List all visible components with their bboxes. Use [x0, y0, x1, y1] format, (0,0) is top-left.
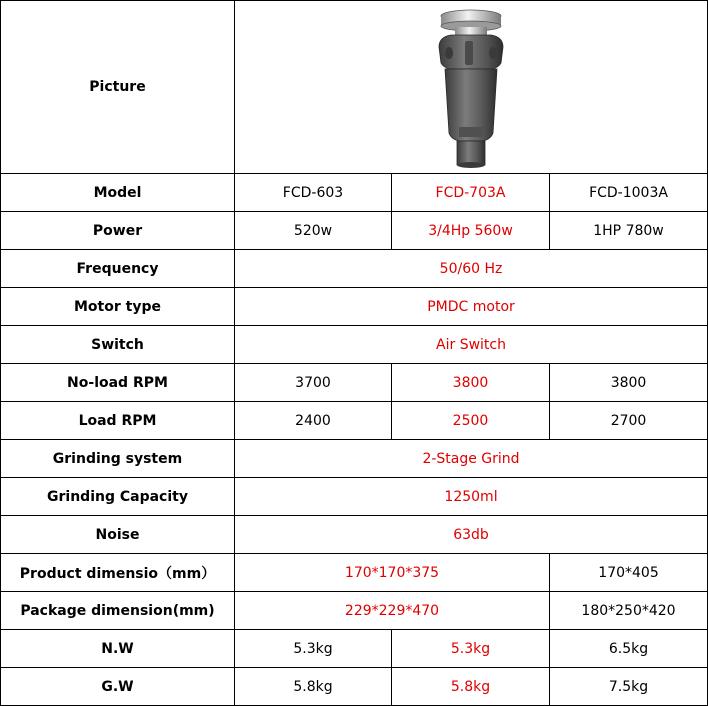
- picture-row: [1, 1, 708, 174]
- noload-rpm-b: 3800: [392, 364, 550, 402]
- row-product-dimension: [1, 554, 708, 592]
- row-noload-rpm: [1, 364, 708, 402]
- row-motor-type: [1, 288, 708, 326]
- power-a: 520w: [235, 212, 392, 250]
- product-image-cell: [235, 1, 708, 174]
- row-model: [1, 174, 708, 212]
- gw-c: 7.5kg: [550, 668, 708, 706]
- row-grinding-capacity: [1, 478, 708, 516]
- noise-label: Noise: [1, 516, 235, 554]
- grinding-system-value: 2-Stage Grind: [235, 440, 708, 478]
- load-rpm-label: Load RPM: [1, 402, 235, 440]
- noload-rpm-label: No-load RPM: [1, 364, 235, 402]
- nw-label: N.W: [1, 630, 235, 668]
- noise-value: 63db: [235, 516, 708, 554]
- nw-a: 5.3kg: [235, 630, 392, 668]
- package-dimension-label: Package dimension(mm): [1, 592, 235, 630]
- gw-a: 5.8kg: [235, 668, 392, 706]
- frequency-value: 50/60 Hz: [235, 250, 708, 288]
- motor-type-label: Motor type: [1, 288, 235, 326]
- grinding-system-label: Grinding system: [1, 440, 235, 478]
- package-dimension-ab: 229*229*470: [235, 592, 550, 630]
- row-grinding-system: [1, 440, 708, 478]
- motor-type-value: PMDC motor: [235, 288, 708, 326]
- model-c: FCD-1003A: [550, 174, 708, 212]
- model-b: FCD-703A: [392, 174, 550, 212]
- row-package-dimension: [1, 592, 708, 630]
- picture-label: Picture: [1, 1, 235, 174]
- food-waste-disposer-icon: [411, 3, 531, 171]
- gw-label: G.W: [1, 668, 235, 706]
- gw-b: 5.8kg: [392, 668, 550, 706]
- power-c: 1HP 780w: [550, 212, 708, 250]
- row-frequency: [1, 250, 708, 288]
- grinding-capacity-label: Grinding Capacity: [1, 478, 235, 516]
- package-dimension-c: 180*250*420: [550, 592, 708, 630]
- power-label: Power: [1, 212, 235, 250]
- product-dimension-ab: 170*170*375: [235, 554, 550, 592]
- nw-b: 5.3kg: [392, 630, 550, 668]
- noload-rpm-a: 3700: [235, 364, 392, 402]
- product-dimension-label: Product dimensio（mm）: [1, 554, 235, 592]
- model-label: Model: [1, 174, 235, 212]
- row-gw: [1, 668, 708, 706]
- nw-c: 6.5kg: [550, 630, 708, 668]
- switch-value: Air Switch: [235, 326, 708, 364]
- grinding-capacity-value: 1250ml: [235, 478, 708, 516]
- row-nw: [1, 630, 708, 668]
- product-dimension-c: 170*405: [550, 554, 708, 592]
- row-load-rpm: [1, 402, 708, 440]
- load-rpm-a: 2400: [235, 402, 392, 440]
- switch-label: Switch: [1, 326, 235, 364]
- row-noise: [1, 516, 708, 554]
- row-switch: [1, 326, 708, 364]
- model-a: FCD-603: [235, 174, 392, 212]
- load-rpm-c: 2700: [550, 402, 708, 440]
- load-rpm-b: 2500: [392, 402, 550, 440]
- noload-rpm-c: 3800: [550, 364, 708, 402]
- frequency-label: Frequency: [1, 250, 235, 288]
- power-b: 3/4Hp 560w: [392, 212, 550, 250]
- row-power: [1, 212, 708, 250]
